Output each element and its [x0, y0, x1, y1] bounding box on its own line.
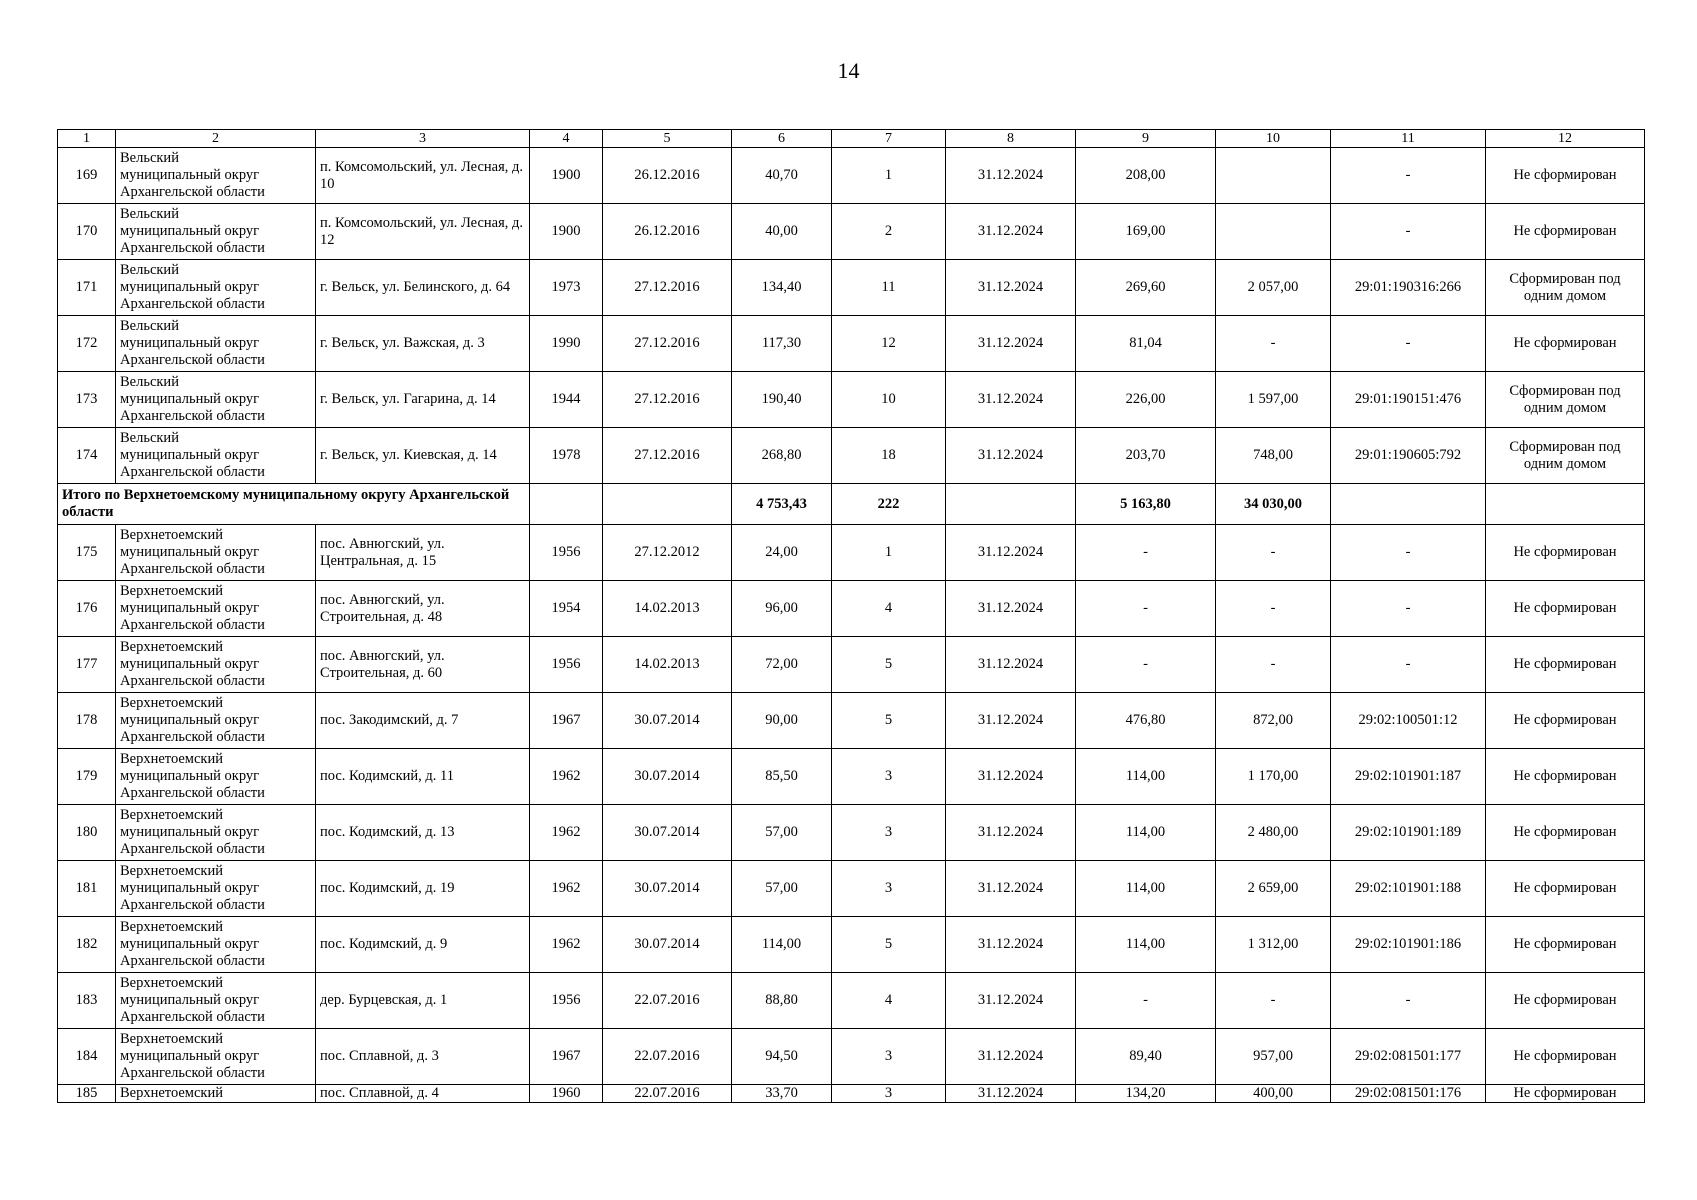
deadline-cell: 31.12.2024 [946, 581, 1076, 637]
year-cell: 1978 [530, 428, 603, 484]
deadline-cell: 31.12.2024 [946, 204, 1076, 260]
table-row [58, 204, 1645, 260]
land-area-cell: 476,80 [1076, 693, 1216, 749]
land-area-cell: 226,00 [1076, 372, 1216, 428]
municipality-cell: Вельский муниципальный округ Архангельской области [116, 316, 316, 372]
land-area-cell: - [1076, 973, 1216, 1029]
area-cell: 72,00 [732, 637, 832, 693]
residents-cell: 4 [832, 973, 946, 1029]
table-row [58, 1085, 1645, 1103]
municipality-cell: Вельский муниципальный округ Архангельской области [116, 428, 316, 484]
address-cell: п. Комсомольский, ул. Лесная, д. 12 [316, 204, 530, 260]
column-number: 1 [58, 130, 116, 148]
year-cell: 1962 [530, 805, 603, 861]
year-cell: 1962 [530, 861, 603, 917]
row-number: 185 [58, 1085, 116, 1103]
plot-area-cell: 400,00 [1216, 1085, 1331, 1103]
column-number: 7 [832, 130, 946, 148]
status-cell: Не сформирован [1486, 1085, 1645, 1103]
land-area-cell: 134,20 [1076, 1085, 1216, 1103]
year-cell: 1954 [530, 581, 603, 637]
table-row [58, 805, 1645, 861]
municipality-cell: Вельский муниципальный округ Архангельской области [116, 148, 316, 204]
status-cell: Не сформирован [1486, 316, 1645, 372]
cadastral-number-cell: 29:01:190151:476 [1331, 372, 1486, 428]
plot-area-cell: 1 597,00 [1216, 372, 1331, 428]
cadastral-number-cell: 29:02:101901:189 [1331, 805, 1486, 861]
area-cell: 114,00 [732, 917, 832, 973]
date-cell: 27.12.2016 [603, 372, 732, 428]
year-cell: 1962 [530, 917, 603, 973]
year-cell: 1960 [530, 1085, 603, 1103]
row-number: 183 [58, 973, 116, 1029]
row-number: 169 [58, 148, 116, 204]
deadline-cell: 31.12.2024 [946, 316, 1076, 372]
row-number: 184 [58, 1029, 116, 1085]
empty-cell [1486, 484, 1645, 525]
plot-area-cell: 2 057,00 [1216, 260, 1331, 316]
address-cell: г. Вельск, ул. Важская, д. 3 [316, 316, 530, 372]
status-cell: Не сформирован [1486, 204, 1645, 260]
column-number: 12 [1486, 130, 1645, 148]
summary-residents: 222 [832, 484, 946, 525]
cadastral-number-cell: 29:02:101901:188 [1331, 861, 1486, 917]
deadline-cell: 31.12.2024 [946, 1085, 1076, 1103]
municipality-cell: Верхнетоемский муниципальный округ Архангельской области [116, 861, 316, 917]
address-cell: пос. Кодимский, д. 9 [316, 917, 530, 973]
table-row [58, 693, 1645, 749]
area-cell: 85,50 [732, 749, 832, 805]
residents-cell: 4 [832, 581, 946, 637]
area-cell: 134,40 [732, 260, 832, 316]
municipality-cell: Верхнетоемский муниципальный округ Архангельской области [116, 749, 316, 805]
date-cell: 30.07.2014 [603, 749, 732, 805]
cadastral-number-cell: 29:02:101901:186 [1331, 917, 1486, 973]
address-cell: г. Вельск, ул. Гагарина, д. 14 [316, 372, 530, 428]
status-cell: Не сформирован [1486, 1029, 1645, 1085]
area-cell: 57,00 [732, 805, 832, 861]
empty-cell [946, 484, 1076, 525]
table-row [58, 749, 1645, 805]
deadline-cell: 31.12.2024 [946, 372, 1076, 428]
residents-cell: 5 [832, 637, 946, 693]
area-cell: 40,00 [732, 204, 832, 260]
address-cell: г. Вельск, ул. Киевская, д. 14 [316, 428, 530, 484]
column-number: 2 [116, 130, 316, 148]
area-cell: 24,00 [732, 525, 832, 581]
address-cell: пос. Кодимский, д. 11 [316, 749, 530, 805]
date-cell: 26.12.2016 [603, 148, 732, 204]
row-number: 182 [58, 917, 116, 973]
municipality-cell: Вельский муниципальный округ Архангельской области [116, 372, 316, 428]
table-row [58, 637, 1645, 693]
municipality-cell: Верхнетоемский муниципальный округ Архангельской области [116, 693, 316, 749]
cadastral-number-cell: - [1331, 316, 1486, 372]
status-cell: Не сформирован [1486, 973, 1645, 1029]
residents-cell: 10 [832, 372, 946, 428]
land-area-cell: 208,00 [1076, 148, 1216, 204]
plot-area-cell: 1 170,00 [1216, 749, 1331, 805]
area-cell: 57,00 [732, 861, 832, 917]
column-number: 11 [1331, 130, 1486, 148]
municipality-cell: Верхнетоемский муниципальный округ Архангельской области [116, 581, 316, 637]
date-cell: 30.07.2014 [603, 805, 732, 861]
residents-cell: 2 [832, 204, 946, 260]
column-number: 10 [1216, 130, 1331, 148]
plot-area-cell: 2 480,00 [1216, 805, 1331, 861]
residents-cell: 18 [832, 428, 946, 484]
municipality-cell: Верхнетоемский муниципальный округ Архангельской области [116, 525, 316, 581]
address-cell: пос. Авнюгский, ул. Центральная, д. 15 [316, 525, 530, 581]
row-number: 178 [58, 693, 116, 749]
deadline-cell: 31.12.2024 [946, 805, 1076, 861]
cadastral-number-cell: - [1331, 581, 1486, 637]
year-cell: 1973 [530, 260, 603, 316]
cadastral-number-cell: 29:01:190605:792 [1331, 428, 1486, 484]
row-number: 170 [58, 204, 116, 260]
deadline-cell: 31.12.2024 [946, 693, 1076, 749]
land-area-cell: 114,00 [1076, 805, 1216, 861]
land-area-cell: 81,04 [1076, 316, 1216, 372]
table-row [58, 372, 1645, 428]
area-cell: 88,80 [732, 973, 832, 1029]
area-cell: 190,40 [732, 372, 832, 428]
residents-cell: 1 [832, 525, 946, 581]
table-row [58, 917, 1645, 973]
table-row [58, 973, 1645, 1029]
status-cell: Сформирован под одним домом [1486, 260, 1645, 316]
date-cell: 26.12.2016 [603, 204, 732, 260]
column-number: 9 [1076, 130, 1216, 148]
summary-plot-area: 34 030,00 [1216, 484, 1331, 525]
row-number: 173 [58, 372, 116, 428]
column-number: 8 [946, 130, 1076, 148]
summary-land-area: 5 163,80 [1076, 484, 1216, 525]
date-cell: 27.12.2016 [603, 260, 732, 316]
land-area-cell: 89,40 [1076, 1029, 1216, 1085]
status-cell: Сформирован под одним домом [1486, 428, 1645, 484]
status-cell: Не сформирован [1486, 861, 1645, 917]
address-cell: дер. Бурцевская, д. 1 [316, 973, 530, 1029]
land-area-cell: 203,70 [1076, 428, 1216, 484]
address-cell: пос. Сплавной, д. 3 [316, 1029, 530, 1085]
date-cell: 30.07.2014 [603, 917, 732, 973]
row-number: 177 [58, 637, 116, 693]
cadastral-number-cell: - [1331, 525, 1486, 581]
date-cell: 27.12.2016 [603, 428, 732, 484]
plot-area-cell [1216, 204, 1331, 260]
cadastral-number-cell: - [1331, 148, 1486, 204]
deadline-cell: 31.12.2024 [946, 148, 1076, 204]
municipality-cell: Верхнетоемский муниципальный округ Архангельской области [116, 637, 316, 693]
residents-cell: 3 [832, 1085, 946, 1103]
year-cell: 1990 [530, 316, 603, 372]
area-cell: 94,50 [732, 1029, 832, 1085]
plot-area-cell: 1 312,00 [1216, 917, 1331, 973]
deadline-cell: 31.12.2024 [946, 1029, 1076, 1085]
date-cell: 27.12.2016 [603, 316, 732, 372]
year-cell: 1944 [530, 372, 603, 428]
row-number: 172 [58, 316, 116, 372]
page-number: 14 [837, 58, 860, 83]
table-row [58, 581, 1645, 637]
deadline-cell: 31.12.2024 [946, 973, 1076, 1029]
date-cell: 22.07.2016 [603, 1029, 732, 1085]
date-cell: 30.07.2014 [603, 861, 732, 917]
municipality-cell: Вельский муниципальный округ Архангельской области [116, 260, 316, 316]
table-row [58, 316, 1645, 372]
municipality-cell: Верхнетоемский муниципальный округ Архангельской области [116, 973, 316, 1029]
date-cell: 22.07.2016 [603, 1085, 732, 1103]
status-cell: Не сформирован [1486, 637, 1645, 693]
municipality-cell: Вельский муниципальный округ Архангельской области [116, 204, 316, 260]
plot-area-cell: - [1216, 581, 1331, 637]
year-cell: 1900 [530, 204, 603, 260]
row-number: 181 [58, 861, 116, 917]
status-cell: Не сформирован [1486, 805, 1645, 861]
table-row [58, 861, 1645, 917]
date-cell: 27.12.2012 [603, 525, 732, 581]
year-cell: 1962 [530, 749, 603, 805]
row-number: 171 [58, 260, 116, 316]
column-number: 4 [530, 130, 603, 148]
land-area-cell: 114,00 [1076, 749, 1216, 805]
plot-area-cell: 872,00 [1216, 693, 1331, 749]
plot-area-cell: - [1216, 973, 1331, 1029]
deadline-cell: 31.12.2024 [946, 260, 1076, 316]
year-cell: 1956 [530, 973, 603, 1029]
date-cell: 14.02.2013 [603, 637, 732, 693]
plot-area-cell: - [1216, 316, 1331, 372]
deadline-cell: 31.12.2024 [946, 428, 1076, 484]
table-row [58, 1029, 1645, 1085]
date-cell: 30.07.2014 [603, 693, 732, 749]
column-number: 6 [732, 130, 832, 148]
land-area-cell: - [1076, 581, 1216, 637]
address-cell: п. Комсомольский, ул. Лесная, д. 10 [316, 148, 530, 204]
status-cell: Не сформирован [1486, 917, 1645, 973]
residents-cell: 5 [832, 693, 946, 749]
cadastral-number-cell: 29:01:190316:266 [1331, 260, 1486, 316]
municipality-cell: Верхнетоемский муниципальный округ Архангельской области [116, 805, 316, 861]
deadline-cell: 31.12.2024 [946, 861, 1076, 917]
registry-table [57, 129, 1645, 1103]
residents-cell: 3 [832, 861, 946, 917]
address-cell: пос. Кодимский, д. 19 [316, 861, 530, 917]
cadastral-number-cell: - [1331, 204, 1486, 260]
residents-cell: 1 [832, 148, 946, 204]
land-area-cell: 114,00 [1076, 917, 1216, 973]
table-row [58, 148, 1645, 204]
cadastral-number-cell: - [1331, 973, 1486, 1029]
residents-cell: 3 [832, 1029, 946, 1085]
table-row [58, 260, 1645, 316]
summary-row [58, 484, 1645, 525]
row-number: 176 [58, 581, 116, 637]
cadastral-number-cell: 29:02:081501:177 [1331, 1029, 1486, 1085]
status-cell: Не сформирован [1486, 693, 1645, 749]
column-number: 5 [603, 130, 732, 148]
area-cell: 40,70 [732, 148, 832, 204]
deadline-cell: 31.12.2024 [946, 917, 1076, 973]
land-area-cell: 114,00 [1076, 861, 1216, 917]
year-cell: 1956 [530, 525, 603, 581]
date-cell: 22.07.2016 [603, 973, 732, 1029]
row-number: 175 [58, 525, 116, 581]
status-cell: Сформирован под одним домом [1486, 372, 1645, 428]
address-cell: пос. Сплавной, д. 4 [316, 1085, 530, 1103]
deadline-cell: 31.12.2024 [946, 749, 1076, 805]
summary-label: Итого по Верхнетоемскому муниципальному округу Архангельской области [58, 484, 530, 525]
status-cell: Не сформирован [1486, 148, 1645, 204]
municipality-cell: Верхнетоемский муниципальный округ Архангельской области [116, 917, 316, 973]
land-area-cell: - [1076, 637, 1216, 693]
row-number: 174 [58, 428, 116, 484]
area-cell: 90,00 [732, 693, 832, 749]
land-area-cell: - [1076, 525, 1216, 581]
year-cell: 1900 [530, 148, 603, 204]
status-cell: Не сформирован [1486, 749, 1645, 805]
municipality-cell: Верхнетоемский [116, 1085, 316, 1103]
deadline-cell: 31.12.2024 [946, 525, 1076, 581]
area-cell: 96,00 [732, 581, 832, 637]
status-cell: Не сформирован [1486, 581, 1645, 637]
summary-area: 4 753,43 [732, 484, 832, 525]
area-cell: 117,30 [732, 316, 832, 372]
land-area-cell: 269,60 [1076, 260, 1216, 316]
address-cell: пос. Закодимский, д. 7 [316, 693, 530, 749]
row-number: 179 [58, 749, 116, 805]
plot-area-cell: 2 659,00 [1216, 861, 1331, 917]
year-cell: 1967 [530, 1029, 603, 1085]
residents-cell: 3 [832, 805, 946, 861]
empty-cell [530, 484, 603, 525]
land-area-cell: 169,00 [1076, 204, 1216, 260]
year-cell: 1967 [530, 693, 603, 749]
column-number: 3 [316, 130, 530, 148]
address-cell: пос. Кодимский, д. 13 [316, 805, 530, 861]
plot-area-cell: - [1216, 525, 1331, 581]
residents-cell: 12 [832, 316, 946, 372]
year-cell: 1956 [530, 637, 603, 693]
area-cell: 268,80 [732, 428, 832, 484]
date-cell: 14.02.2013 [603, 581, 732, 637]
row-number: 180 [58, 805, 116, 861]
plot-area-cell: 957,00 [1216, 1029, 1331, 1085]
residents-cell: 3 [832, 749, 946, 805]
deadline-cell: 31.12.2024 [946, 637, 1076, 693]
table-row [58, 525, 1645, 581]
address-cell: пос. Авнюгский, ул. Строительная, д. 60 [316, 637, 530, 693]
municipality-cell: Верхнетоемский муниципальный округ Архангельской области [116, 1029, 316, 1085]
cadastral-number-cell: 29:02:100501:12 [1331, 693, 1486, 749]
cadastral-number-cell: 29:02:081501:176 [1331, 1085, 1486, 1103]
plot-area-cell [1216, 148, 1331, 204]
status-cell: Не сформирован [1486, 525, 1645, 581]
address-cell: г. Вельск, ул. Белинского, д. 64 [316, 260, 530, 316]
residents-cell: 11 [832, 260, 946, 316]
empty-cell [1331, 484, 1486, 525]
address-cell: пос. Авнюгский, ул. Строительная, д. 48 [316, 581, 530, 637]
column-numbers-row [58, 130, 1645, 148]
plot-area-cell: 748,00 [1216, 428, 1331, 484]
residents-cell: 5 [832, 917, 946, 973]
area-cell: 33,70 [732, 1085, 832, 1103]
table-row [58, 428, 1645, 484]
plot-area-cell: - [1216, 637, 1331, 693]
cadastral-number-cell: - [1331, 637, 1486, 693]
cadastral-number-cell: 29:02:101901:187 [1331, 749, 1486, 805]
empty-cell [603, 484, 732, 525]
